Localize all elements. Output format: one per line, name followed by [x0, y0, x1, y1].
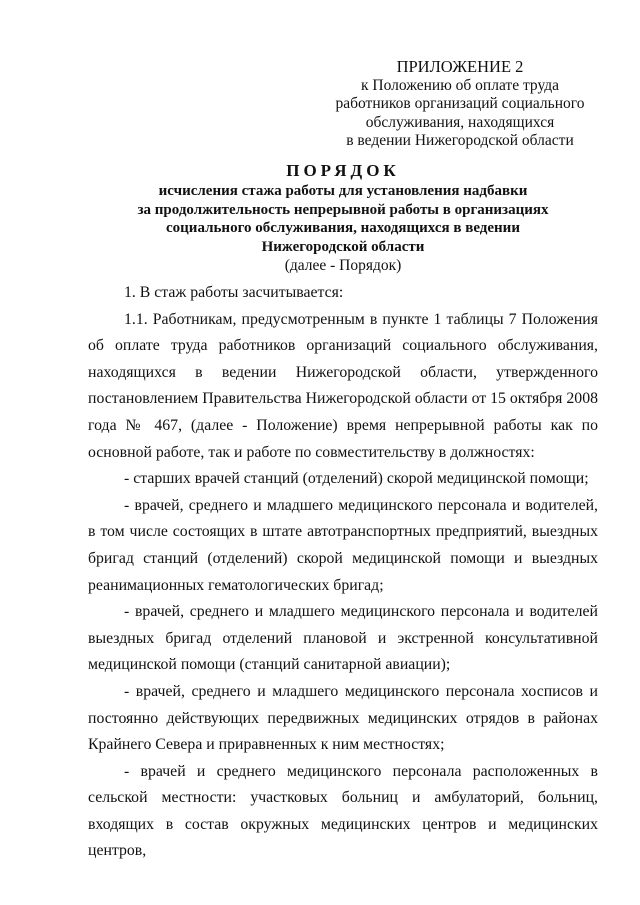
document-short-name: (далее - Порядок): [284, 257, 402, 274]
appendix-line: к Положению об оплате труда: [360, 76, 560, 94]
list-item: - врачей, среднего и младшего медицинского персонала и водителей, в том числе состоящих в штате автотранспортных предприятий, выездных бригад станций (отделений) скорой медицинской помощи и выездных реанимационных гематологических бригад;: [88, 496, 598, 594]
document-body: [88, 280, 598, 865]
list-item: - врачей и среднего медицинского персонала расположенных в сельской местности: участковых больниц и амбулаторий, больниц, входящих в состав окружных медицинских центров и медицинских центров,: [88, 762, 598, 860]
list-item: - старших врачей станций (отделений) скорой медицинской помощи;: [124, 470, 589, 488]
document-subtitle-line: Нижегородской области: [261, 238, 425, 255]
appendix-header: [330, 58, 590, 151]
paragraph: 1.1. Работникам, предусмотренным в пункте 1 таблицы 7 Положения об оплате труда работников организаций социального обслуживания, находящихся в ведении Нижегородской области, утвержденного постановлением Правительства Нижегородской области от 15 октября 2008 года № 467, (далее - Положение) время непрерывной работы как по основной работе, так и работе по совместительству в должностях:: [88, 310, 598, 461]
paragraph: 1. В стаж работы засчитывается:: [124, 284, 344, 301]
document-title: ПОРЯДОК: [286, 161, 400, 180]
document-title-block: [100, 160, 586, 275]
document-subtitle-line: за продолжительность непрерывной работы в организациях: [137, 201, 549, 218]
list-item: - врачей, среднего и младшего медицинского персонала хосписов и постоянно действующих передвижных медицинских отрядов в районах Крайнего Севера и приравненных к ним местностях;: [88, 682, 598, 754]
appendix-title: ПРИЛОЖЕНИЕ 2: [396, 57, 524, 76]
document-subtitle-line: социального обслуживания, находящихся в ведении: [166, 220, 520, 236]
appendix-line: работников организаций социального: [335, 95, 585, 112]
appendix-line: обслуживания, находящихся: [365, 113, 555, 131]
document-subtitle-line: исчисления стажа работы для установления надбавки: [158, 183, 528, 199]
appendix-line: в ведении Нижегородской области: [346, 132, 574, 149]
list-item: - врачей, среднего и младшего медицинского персонала и водителей выездных бригад отделений плановой и экстренной консультативной медицинской помощи (станций санитарной авиации);: [88, 603, 598, 674]
